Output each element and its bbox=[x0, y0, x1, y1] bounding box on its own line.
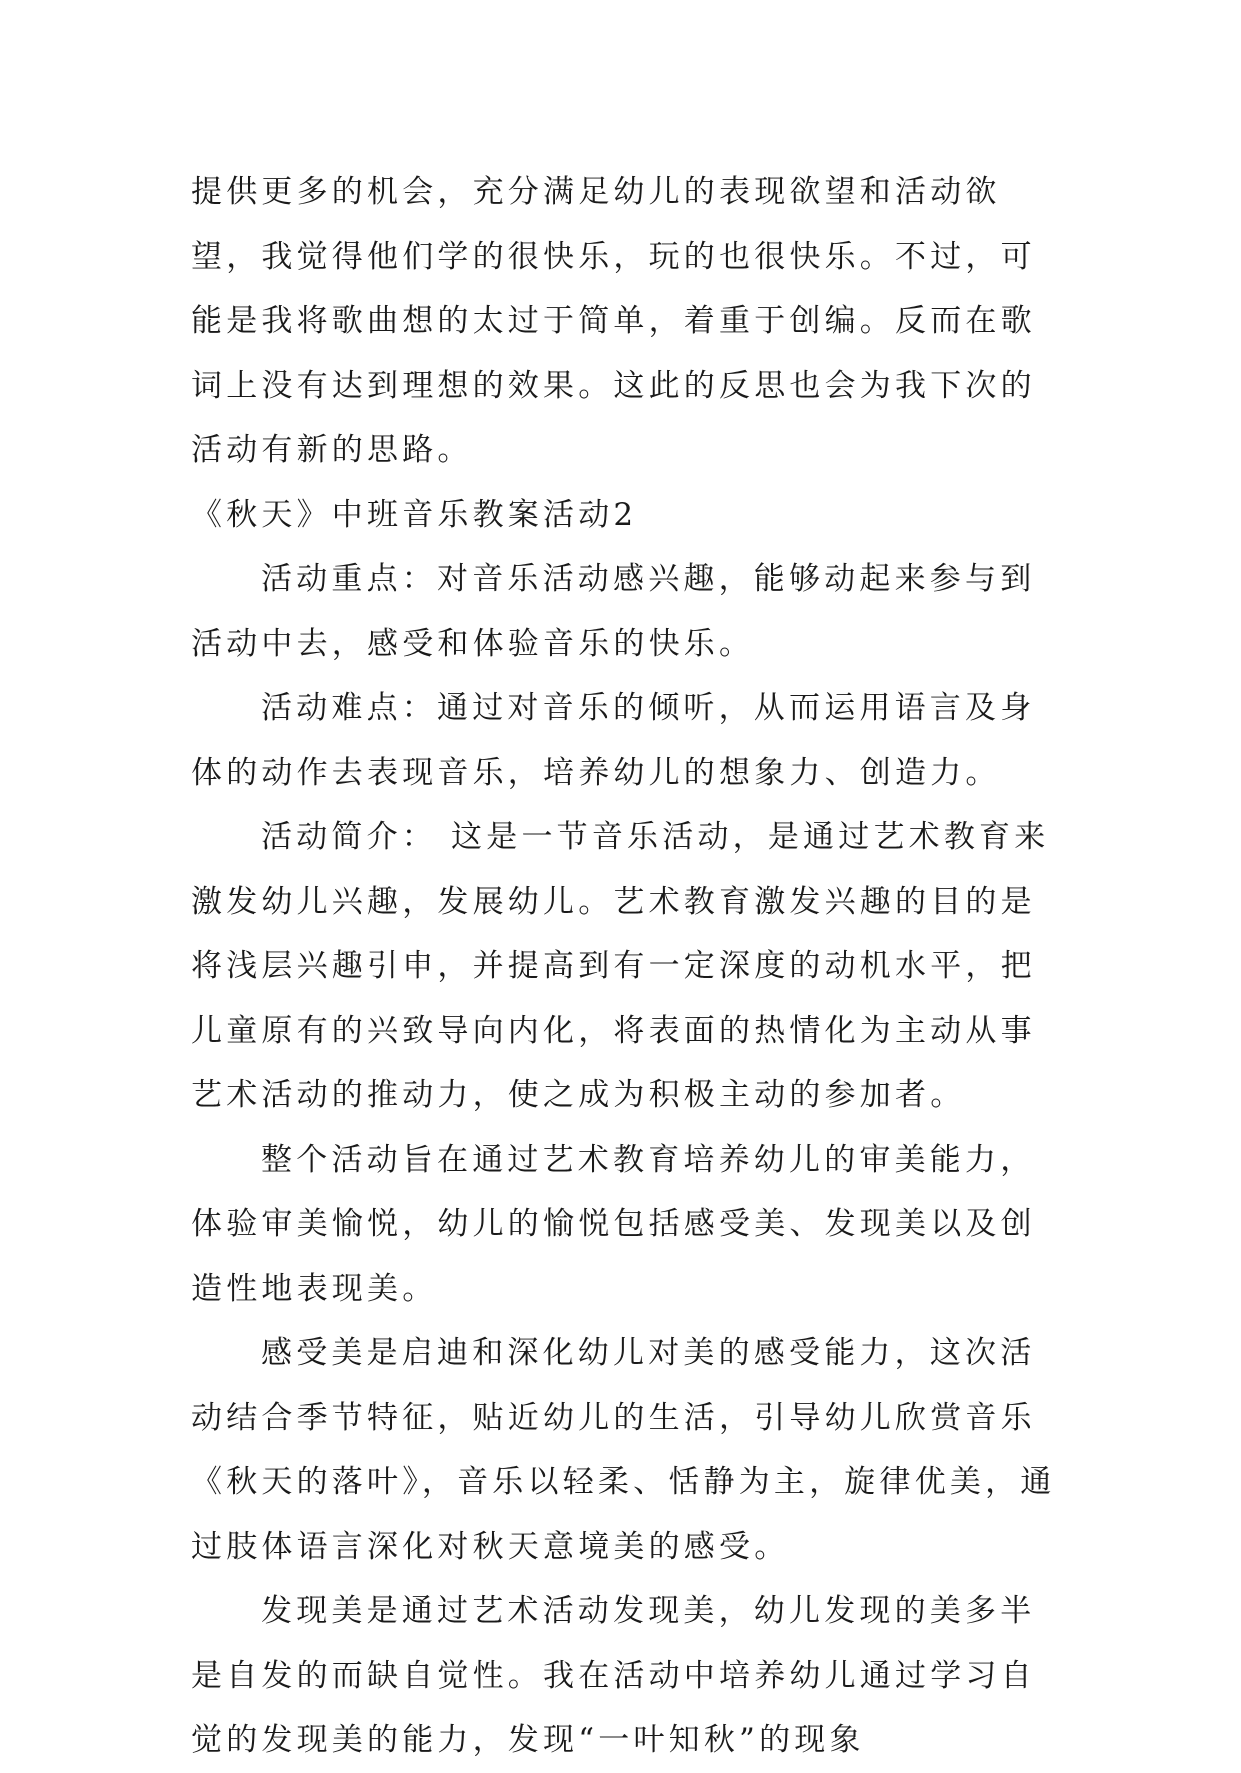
document-body bbox=[191, 160, 1061, 1773]
paragraph-introduction: 活动简介： 这是一节音乐活动，是通过艺术教育来激发幼儿兴趣，发展幼儿。艺术教育激发兴趣的目的是将浅层兴趣引申，并提高到有一定深度的动机水平，把儿童原有的兴致导向内化，将表面的热情化为主动从事艺术活动的推动力，使之成为积极主动的参加者。 bbox=[191, 819, 1050, 1113]
paragraph-feel-beauty: 感受美是启迪和深化幼儿对美的感受能力，这次活动结合季节特征，贴近幼儿的生活，引导幼儿欣赏音乐《秋天的落叶》，音乐以轻柔、恬静为主，旋律优美，通过肢体语言深化对秋天意境美的感受。 bbox=[191, 1335, 1056, 1565]
section-heading: 《秋天》中班音乐教案活动2 bbox=[191, 496, 638, 533]
paragraph-reflection: 提供更多的机会，充分满足幼儿的表现欲望和活动欲望，我觉得他们学的很快乐，玩的也很快乐。不过，可能是我将歌曲想的太过于简单，着重于创编。反而在歌词上没有达到理想的效果。这此的反思也会为我下次的活动有新的思路。 bbox=[191, 174, 1036, 468]
paragraph-discover-beauty: 发现美是通过艺术活动发现美，幼儿发现的美多半是自发的而缺自觉性。我在活动中培养幼儿通过学习自觉的发现美的能力，发现“一叶知秋”的现象 bbox=[191, 1593, 1036, 1758]
paragraph-difficulties: 活动难点：通过对音乐的倾听，从而运用语言及身体的动作去表现音乐，培养幼儿的想象力、创造力。 bbox=[191, 690, 1036, 791]
paragraph-aim: 整个活动旨在通过艺术教育培养幼儿的审美能力，体验审美愉悦，幼儿的愉悦包括感受美、发现美以及创造性地表现美。 bbox=[191, 1141, 1036, 1307]
paragraph-key-points: 活动重点：对音乐活动感兴趣，能够动起来参与到活动中去，感受和体验音乐的快乐。 bbox=[191, 561, 1036, 662]
